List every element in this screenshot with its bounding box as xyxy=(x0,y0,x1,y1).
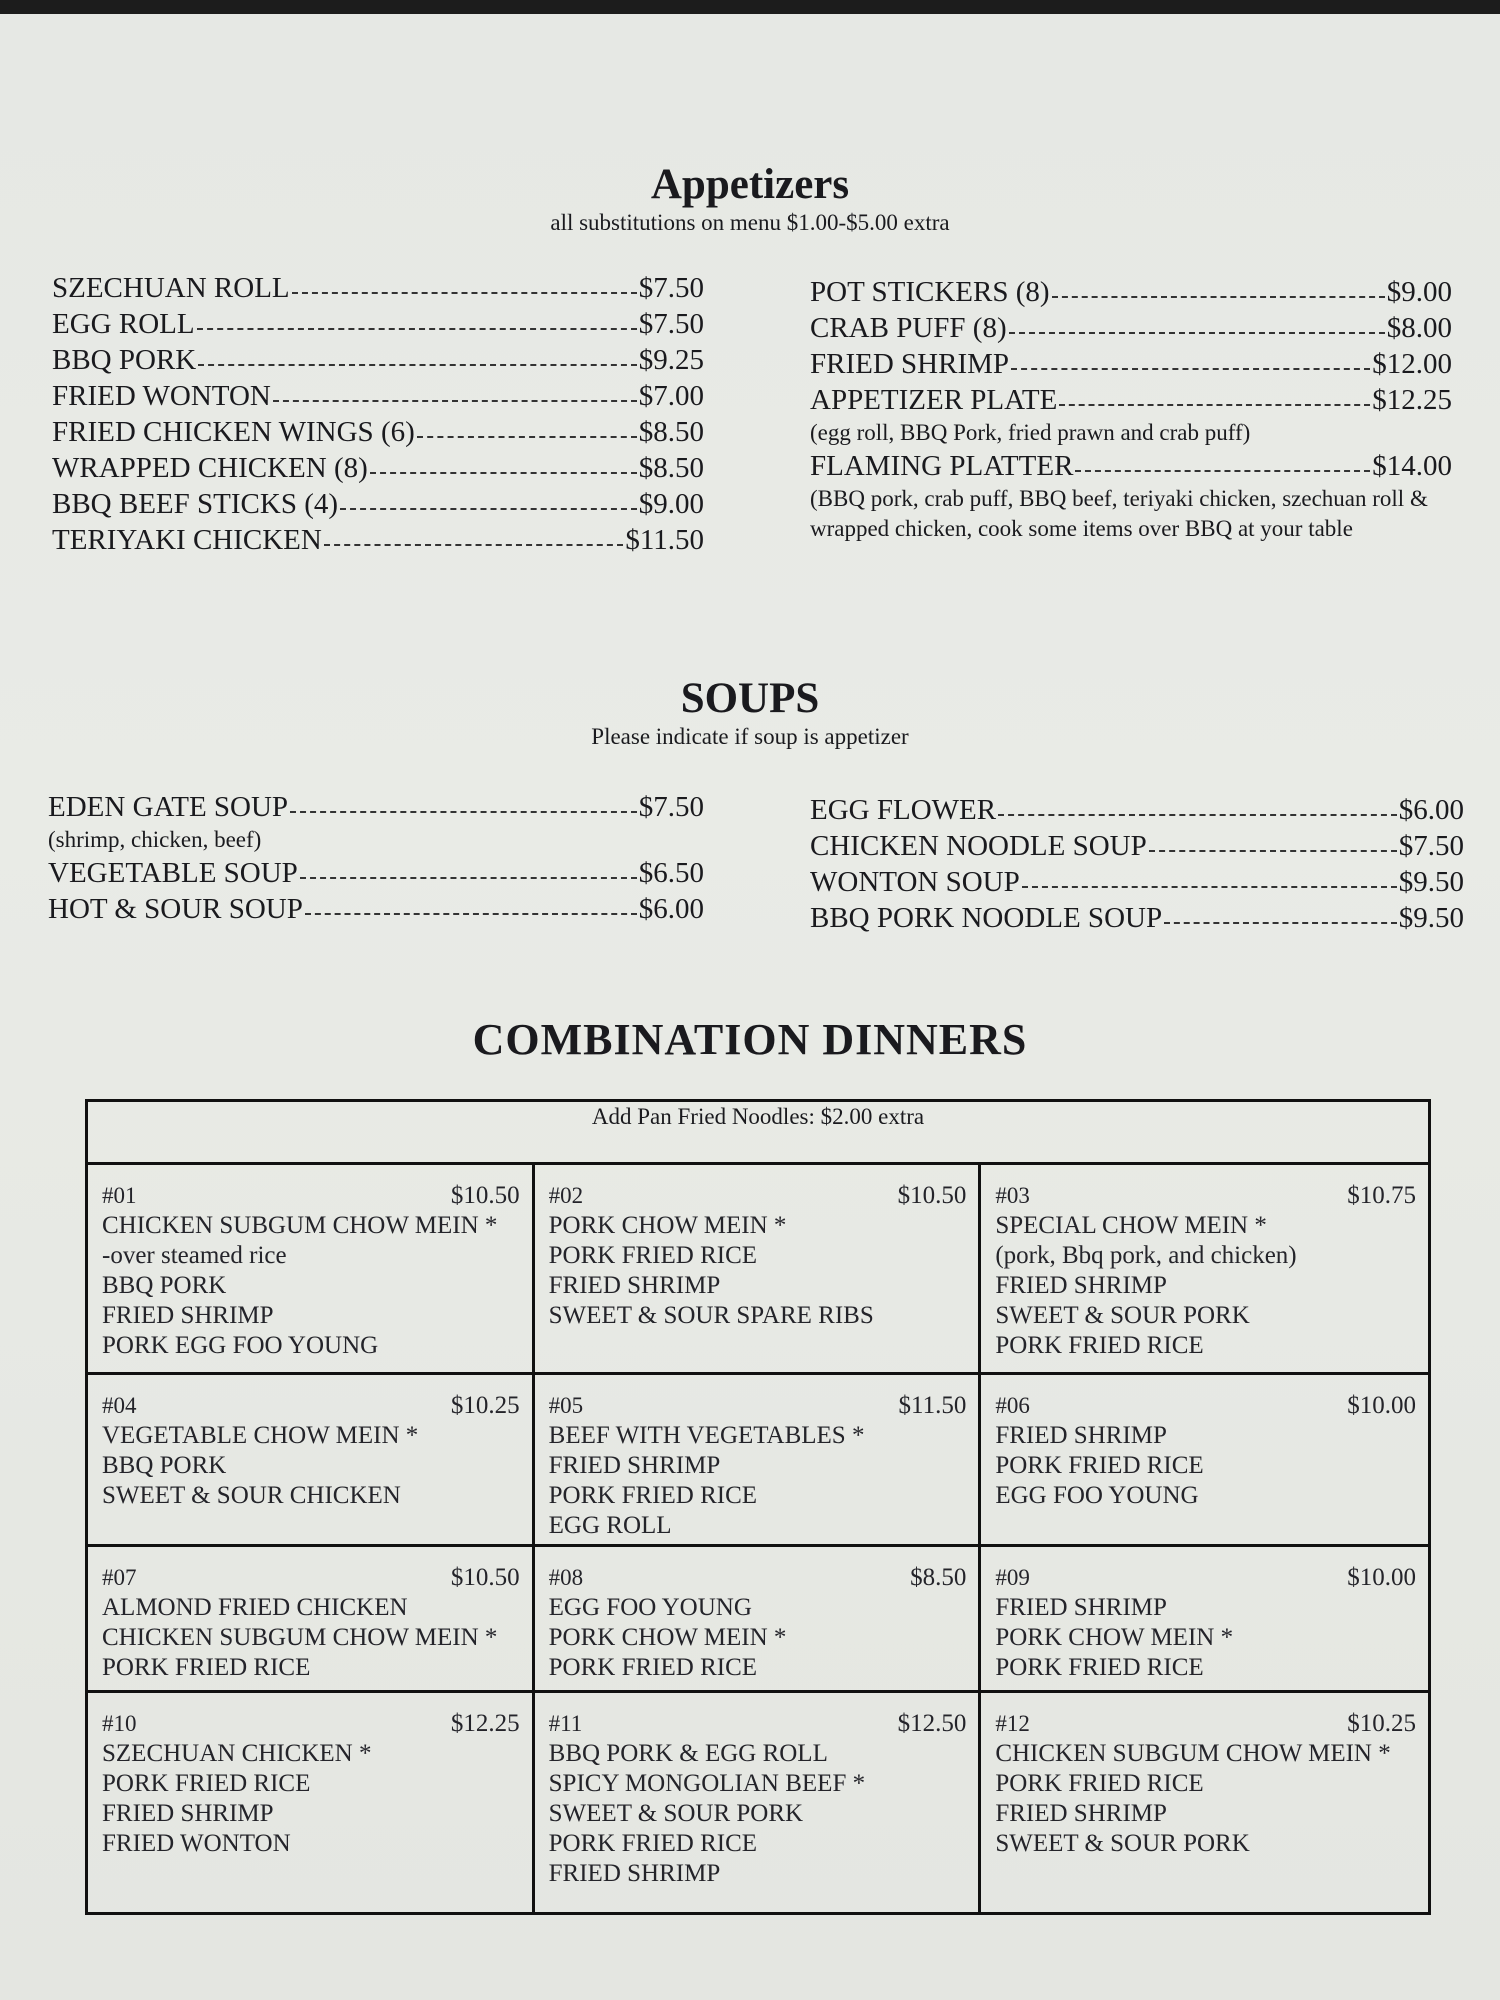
item-price: $14.00 xyxy=(1372,450,1452,482)
combination-header xyxy=(549,1181,967,1211)
item-price: $9.25 xyxy=(638,344,704,376)
combination-price: $10.25 xyxy=(1347,1710,1416,1737)
item-name: HOT & SOUR SOUP xyxy=(48,893,303,925)
combination-price: $10.75 xyxy=(1347,1182,1416,1209)
combination-dish: PORK FRIED RICE xyxy=(102,1654,311,1681)
menu-item xyxy=(810,864,1464,900)
combination-header xyxy=(995,1563,1416,1593)
combination-price: $11.50 xyxy=(898,1392,967,1419)
item-price: $8.00 xyxy=(1386,312,1452,344)
item-name: EGG ROLL xyxy=(52,308,195,340)
combination-cell xyxy=(981,1547,1428,1693)
menu-item xyxy=(810,310,1452,346)
soups-subtitle: Please indicate if soup is appetizer xyxy=(591,724,909,749)
combination-number: #03 xyxy=(995,1183,1030,1208)
combination-price: $8.50 xyxy=(910,1564,967,1591)
combination-grid xyxy=(88,1165,1428,1912)
menu-item xyxy=(52,270,704,306)
combination-number: #01 xyxy=(102,1183,137,1208)
combination-price: $10.00 xyxy=(1347,1564,1416,1591)
item-name: TERIYAKI CHICKEN xyxy=(52,524,322,556)
dot-leader xyxy=(290,811,637,813)
dot-leader xyxy=(300,877,637,879)
combination-dish: CHICKEN SUBGUM CHOW MEIN * xyxy=(995,1740,1391,1767)
combination-dish: PORK EGG FOO YOUNG xyxy=(102,1332,379,1359)
menu-item xyxy=(52,306,704,342)
combination-dish: VEGETABLE CHOW MEIN * xyxy=(102,1422,419,1449)
menu-item xyxy=(48,891,704,927)
combination-number: #04 xyxy=(102,1393,137,1418)
combination-dish: BBQ PORK & EGG ROLL xyxy=(548,1740,828,1767)
item-name: FLAMING PLATTER xyxy=(810,450,1074,482)
combination-header xyxy=(549,1391,967,1421)
dot-leader xyxy=(292,292,637,294)
item-price: $12.00 xyxy=(1372,348,1452,380)
combination-dish: FRIED SHRIMP xyxy=(548,1452,721,1479)
menu-item xyxy=(810,900,1464,936)
combination-dish: FRIED WONTON xyxy=(102,1830,291,1857)
item-note: (egg roll, BBQ Pork, fried prawn and crab puff) xyxy=(810,420,1251,445)
dot-leader xyxy=(324,544,623,546)
combination-number: #06 xyxy=(995,1393,1030,1418)
item-name: WONTON SOUP xyxy=(810,866,1020,898)
dot-leader xyxy=(1164,922,1397,924)
combination-dish: SPECIAL CHOW MEIN * xyxy=(995,1212,1267,1239)
menu-item xyxy=(48,855,704,891)
combination-dish: SWEET & SOUR PORK xyxy=(995,1830,1250,1857)
menu-item xyxy=(810,828,1464,864)
combination-dish: FRIED SHRIMP xyxy=(548,1860,721,1887)
item-name: BBQ PORK xyxy=(52,344,197,376)
combination-number: #10 xyxy=(102,1711,137,1736)
menu-item xyxy=(810,346,1452,382)
item-name: EGG FLOWER xyxy=(810,794,997,826)
combination-dish: EGG FOO YOUNG xyxy=(548,1594,752,1621)
combination-dish: FRIED SHRIMP xyxy=(995,1594,1167,1621)
combination-dish: FRIED SHRIMP xyxy=(548,1272,721,1299)
dot-leader xyxy=(198,364,637,366)
combination-cell xyxy=(981,1165,1428,1375)
combination-cell xyxy=(981,1375,1428,1547)
item-name: CRAB PUFF (8) xyxy=(810,312,1007,344)
combination-dish: SPICY MONGOLIAN BEEF * xyxy=(548,1770,866,1797)
item-price: $6.00 xyxy=(1398,794,1464,826)
item-name: EDEN GATE SOUP xyxy=(48,791,289,823)
combination-dish: SWEET & SOUR CHICKEN xyxy=(102,1482,401,1509)
item-note: (BBQ pork, crab puff, BBQ beef, teriyaki chicken, szechuan roll & wrapped chicken, cook some items over BBQ at your table xyxy=(810,486,1428,541)
combination-price: $10.50 xyxy=(450,1182,520,1209)
combination-dish: FRIED SHRIMP xyxy=(102,1302,274,1329)
combination-price: $10.00 xyxy=(1347,1392,1416,1419)
item-price: $9.00 xyxy=(1386,276,1452,308)
combination-dish: PORK CHOW MEIN * xyxy=(548,1212,787,1239)
item-price: $12.25 xyxy=(1372,384,1452,416)
item-name: BBQ BEEF STICKS (4) xyxy=(52,488,339,520)
menu-page xyxy=(0,14,1500,2000)
item-price: $7.50 xyxy=(1398,830,1464,862)
item-name: WRAPPED CHICKEN (8) xyxy=(52,452,368,484)
item-note: (shrimp, chicken, beef) xyxy=(48,827,262,852)
combination-dish: ALMOND FRIED CHICKEN xyxy=(102,1594,408,1621)
combination-price: $10.50 xyxy=(897,1182,967,1209)
combination-number: #12 xyxy=(995,1711,1030,1736)
combination-header xyxy=(102,1181,520,1211)
item-price: $7.50 xyxy=(638,272,704,304)
combination-cell xyxy=(88,1547,535,1693)
dot-leader xyxy=(1009,332,1385,334)
combination-dish: BBQ PORK xyxy=(102,1272,227,1299)
item-price: $9.50 xyxy=(1398,866,1464,898)
combination-cell xyxy=(88,1165,535,1375)
appetizers-right-list xyxy=(810,274,1452,544)
combination-dish: SZECHUAN CHICKEN * xyxy=(102,1740,372,1767)
item-price: $8.50 xyxy=(638,452,704,484)
dot-leader xyxy=(1149,850,1397,852)
combination-cell xyxy=(535,1547,982,1693)
combination-header xyxy=(102,1563,520,1593)
item-name: VEGETABLE SOUP xyxy=(48,857,298,889)
combination-dish: PORK FRIED RICE xyxy=(995,1770,1204,1797)
combination-cell xyxy=(535,1375,982,1547)
item-price: $9.00 xyxy=(638,488,704,520)
combination-dish: CHICKEN SUBGUM CHOW MEIN * xyxy=(102,1212,498,1239)
combination-dish: EGG FOO YOUNG xyxy=(995,1482,1199,1509)
combination-price: $10.25 xyxy=(450,1392,520,1419)
combination-dish: PORK CHOW MEIN * xyxy=(548,1624,787,1651)
combination-header xyxy=(102,1709,520,1739)
item-name: POT STICKERS (8) xyxy=(810,276,1050,308)
combination-dish: PORK FRIED RICE xyxy=(548,1830,758,1857)
combination-dish: PORK CHOW MEIN * xyxy=(995,1624,1234,1651)
combination-price: $10.50 xyxy=(450,1564,520,1591)
combination-dish: (pork, Bbq pork, and chicken) xyxy=(995,1242,1297,1269)
combination-number: #07 xyxy=(102,1565,137,1590)
combination-cell xyxy=(981,1693,1428,1912)
item-name: FRIED CHICKEN WINGS (6) xyxy=(52,416,415,448)
menu-item xyxy=(48,789,704,825)
combination-dish: FRIED SHRIMP xyxy=(995,1422,1167,1449)
combination-cell xyxy=(88,1693,535,1912)
menu-item xyxy=(52,378,704,414)
dot-leader xyxy=(340,508,637,510)
item-price: $7.50 xyxy=(638,308,704,340)
combination-header xyxy=(995,1709,1416,1739)
item-name: BBQ PORK NOODLE SOUP xyxy=(810,902,1163,934)
combination-dish: EGG ROLL xyxy=(548,1512,672,1539)
combination-number: #09 xyxy=(995,1565,1030,1590)
item-price: $8.50 xyxy=(638,416,704,448)
combination-cell xyxy=(535,1165,982,1375)
dot-leader xyxy=(197,328,637,330)
item-name: FRIED WONTON xyxy=(52,380,271,412)
combination-price: $12.50 xyxy=(897,1710,967,1737)
item-name: CHICKEN NOODLE SOUP xyxy=(810,830,1147,862)
menu-item xyxy=(52,414,704,450)
combination-dish: PORK FRIED RICE xyxy=(995,1452,1204,1479)
combination-dish: PORK FRIED RICE xyxy=(548,1482,758,1509)
combination-dish: SWEET & SOUR PORK xyxy=(995,1302,1250,1329)
combination-dish: BBQ PORK xyxy=(102,1452,227,1479)
combination-cell xyxy=(535,1693,982,1912)
item-price: $6.50 xyxy=(638,857,704,889)
item-price: $9.50 xyxy=(1398,902,1464,934)
menu-item xyxy=(52,486,704,522)
dot-leader xyxy=(305,913,637,915)
dot-leader xyxy=(273,400,637,402)
combination-number: #08 xyxy=(548,1565,584,1590)
combinations-title: COMBINATION DINNERS xyxy=(472,1015,1028,1064)
item-price: $7.00 xyxy=(638,380,704,412)
dot-leader xyxy=(1059,404,1370,406)
menu-item xyxy=(810,382,1452,418)
combination-header xyxy=(995,1181,1416,1211)
combination-dish: FRIED SHRIMP xyxy=(102,1800,274,1827)
dot-leader xyxy=(417,436,637,438)
soups-left-list xyxy=(48,789,704,927)
combination-dish: PORK FRIED RICE xyxy=(102,1770,311,1797)
combination-header xyxy=(549,1563,967,1593)
combination-dish: PORK FRIED RICE xyxy=(548,1242,758,1269)
appetizers-title: Appetizers xyxy=(650,161,850,208)
combination-dish: PORK FRIED RICE xyxy=(548,1654,758,1681)
combination-dish: FRIED SHRIMP xyxy=(995,1800,1167,1827)
combination-dish: BEEF WITH VEGETABLES * xyxy=(548,1422,865,1449)
menu-item xyxy=(52,522,704,558)
combination-dish: -over steamed rice xyxy=(102,1242,287,1269)
item-name: SZECHUAN ROLL xyxy=(52,272,290,304)
combination-header xyxy=(549,1709,967,1739)
combination-number: #11 xyxy=(548,1711,583,1736)
appetizers-subtitle: all substitutions on menu $1.00-$5.00 extra xyxy=(550,210,950,235)
combination-table xyxy=(85,1099,1431,1915)
dot-leader xyxy=(1011,368,1370,370)
combination-header xyxy=(995,1391,1416,1421)
combination-note: Add Pan Fried Noodles: $2.00 extra xyxy=(88,1102,1428,1165)
menu-item xyxy=(810,448,1452,484)
appetizers-left-list xyxy=(52,270,704,558)
combination-dish: PORK FRIED RICE xyxy=(995,1654,1204,1681)
combination-price: $12.25 xyxy=(450,1710,520,1737)
menu-item xyxy=(52,342,704,378)
dot-leader xyxy=(370,472,637,474)
combination-dish: SWEET & SOUR SPARE RIBS xyxy=(548,1302,874,1329)
dot-leader xyxy=(1022,886,1397,888)
combination-dish: SWEET & SOUR PORK xyxy=(548,1800,804,1827)
item-name: APPETIZER PLATE xyxy=(810,384,1058,416)
dot-leader xyxy=(1052,296,1385,298)
item-price: $7.50 xyxy=(638,791,704,823)
combination-dish: FRIED SHRIMP xyxy=(995,1272,1167,1299)
dot-leader xyxy=(998,814,1397,816)
combination-cell xyxy=(88,1375,535,1547)
combination-number: #05 xyxy=(548,1393,584,1418)
combination-dish: CHICKEN SUBGUM CHOW MEIN * xyxy=(102,1624,498,1651)
menu-item xyxy=(810,274,1452,310)
combination-number: #02 xyxy=(548,1183,584,1208)
menu-item xyxy=(810,792,1464,828)
item-price: $11.50 xyxy=(625,524,704,556)
combination-header xyxy=(102,1391,520,1421)
dot-leader xyxy=(1075,470,1370,472)
soups-title: SOUPS xyxy=(680,675,820,722)
menu-item xyxy=(52,450,704,486)
item-price: $6.00 xyxy=(638,893,704,925)
soups-right-list xyxy=(810,792,1464,936)
item-name: FRIED SHRIMP xyxy=(810,348,1010,380)
combination-dish: PORK FRIED RICE xyxy=(995,1332,1204,1359)
